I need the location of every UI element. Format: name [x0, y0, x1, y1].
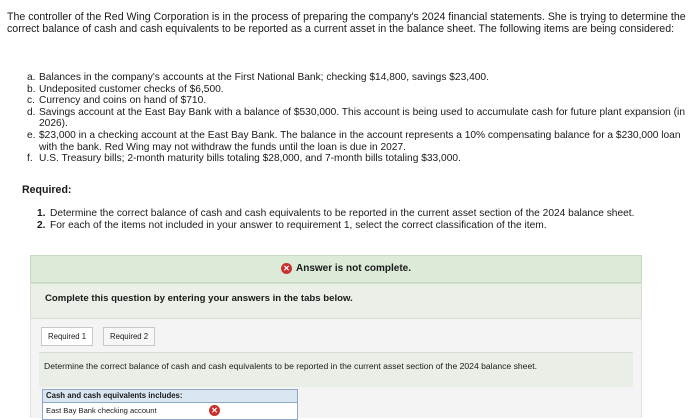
list-item — [37, 220, 667, 232]
instructions-text: Complete this question by entering your answers in the tabs below. — [45, 293, 353, 304]
items-list — [27, 72, 692, 165]
required-heading: Required: — [22, 184, 72, 196]
requirements-list — [37, 208, 667, 231]
list-item — [27, 72, 692, 84]
item-text: Undeposited customer checks of $6,500. — [39, 83, 224, 95]
error-x-icon: ✕ — [209, 405, 220, 416]
tab-panel — [30, 319, 642, 418]
answer-status-text: Answer is not complete. — [296, 263, 412, 274]
answer-status — [281, 263, 411, 274]
problem-intro: The controller of the Red Wing Corporation is in the process of preparing the company's 2024 financial statements. She is trying to determine the correct balance of cash and cash equivalents to be reported as a current asset in the balance sheet. The following items are being considered: — [7, 11, 686, 35]
item-letter: d. — [27, 106, 36, 118]
item-text: Savings account at the East Bay Bank with a balance of $530,000. This account is being used to accumulate cash for future plant expansion (in 2026). — [39, 106, 685, 130]
item-text: $23,000 in a checking account at the East Bay Bank. The balance in the account represents a 10% compensating balance for a $230,000 loan with the bank. Red Wing may not withdraw the funds until the loan is due in 2027. — [39, 129, 681, 153]
requirement-text: Determine the correct balance of cash and cash equivalents to be reported in the current asset section of the 2024 balance sheet. — [50, 208, 635, 219]
list-item — [27, 153, 692, 165]
table-header: Cash and cash equivalents includes: — [43, 390, 297, 403]
list-item — [37, 208, 667, 220]
tab-required-2[interactable]: Required 2 — [103, 327, 155, 346]
list-item — [27, 130, 692, 153]
error-x-icon: ✕ — [281, 263, 292, 274]
item-text: Currency and coins on hand of $710. — [39, 95, 207, 107]
prompt-text: Determine the correct balance of cash and cash equivalents to be reported in the current asset section of the 2024 balance sheet. — [44, 361, 538, 371]
item-text: U.S. Treasury bills; 2-month maturity bills totaling $28,000, and 7-month bills totaling $33,000. — [39, 153, 461, 165]
item-text: Balances in the company's accounts at the First National Bank; checking $14,800, savings $23,400. — [39, 72, 489, 83]
list-item — [27, 107, 692, 130]
answer-status-banner — [30, 255, 642, 283]
requirement-text: For each of the items not included in your answer to requirement 1, select the correct classification of the item. — [50, 219, 547, 231]
tab-required-1[interactable]: Required 1 — [41, 327, 93, 346]
item-letter: a. — [27, 72, 36, 83]
item-letter: e. — [27, 129, 36, 141]
item-letter: c. — [27, 95, 35, 107]
requirement-number: 2. — [37, 219, 46, 231]
instructions-banner — [30, 283, 642, 319]
answer-table — [42, 389, 298, 420]
list-item — [27, 95, 692, 107]
item-letter: f. — [27, 153, 33, 165]
requirement-number: 1. — [37, 208, 46, 219]
prompt-banner — [39, 352, 633, 387]
row-label: East Bay Bank checking account — [46, 406, 157, 415]
item-letter: b. — [27, 83, 36, 95]
table-row[interactable] — [43, 403, 297, 418]
list-item — [27, 84, 692, 96]
